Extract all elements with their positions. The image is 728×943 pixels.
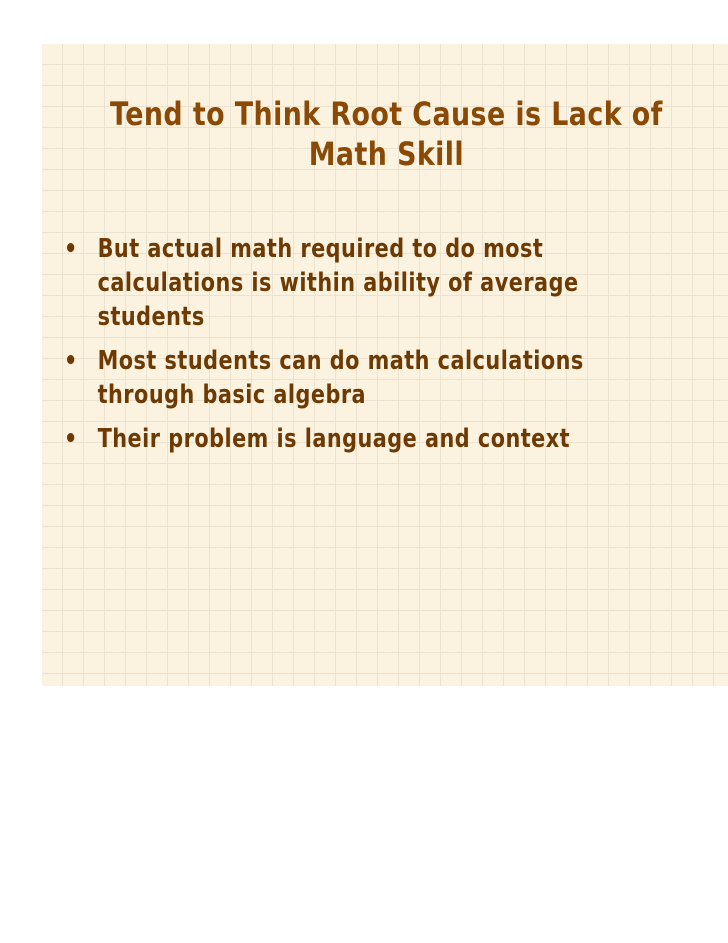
bullet-icon: • [64, 234, 78, 264]
bullet-list [64, 232, 672, 466]
slide-title-line: Math Skill [308, 135, 465, 173]
bullet-item [64, 422, 672, 456]
bullet-text: Their problem is language and context [97, 424, 571, 454]
slide-title [42, 94, 728, 174]
bullet-item [64, 344, 672, 412]
bullet-icon: • [64, 346, 78, 376]
bullet-text: But actual math required to do most calculations is within ability of average students [97, 234, 579, 332]
bullet-item [64, 232, 672, 334]
bullet-icon: • [64, 424, 78, 454]
bullet-text: Most students can do math calculations through basic algebra [97, 346, 584, 410]
slide-title-line: Tend to Think Root Cause is Lack of [110, 95, 663, 133]
slide [42, 44, 728, 686]
